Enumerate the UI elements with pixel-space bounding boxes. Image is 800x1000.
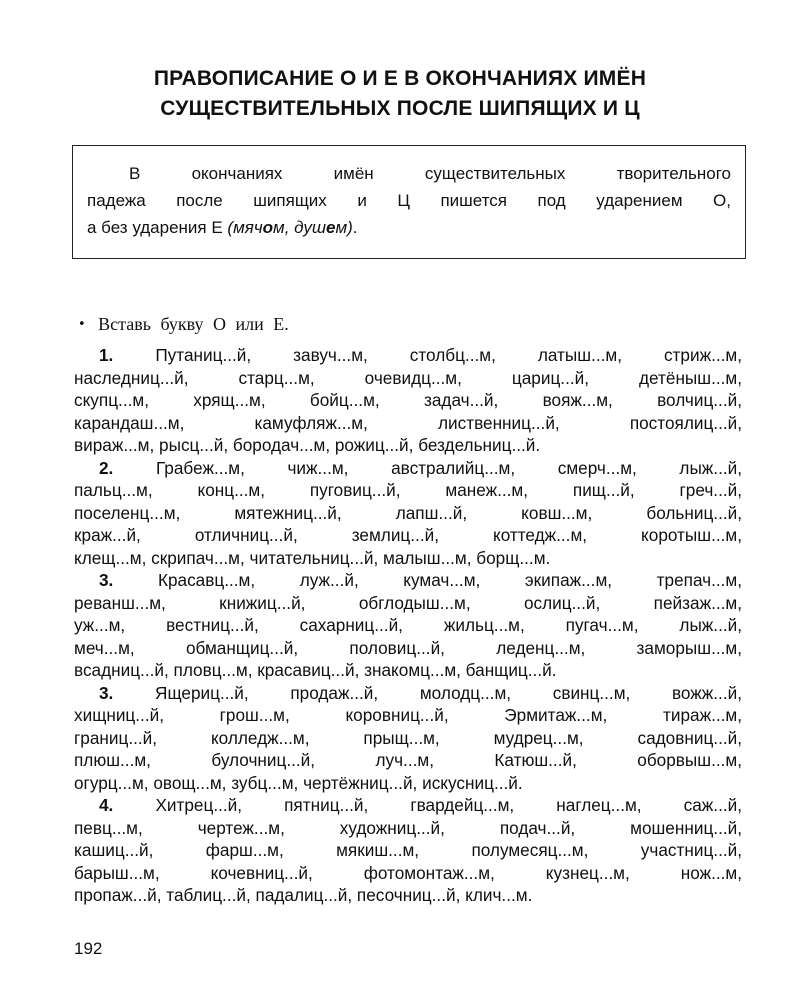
paren-open: (: [227, 218, 234, 237]
exercise-text: меч...м, обманщиц...й, половиц...й, леденц...м, заморыш...м,: [74, 637, 742, 658]
exercise-number: 3.: [99, 570, 114, 590]
title-line-1: ПРАВОПИСАНИЕ О И Е В ОКОНЧАНИЯХ ИМЁН: [153, 67, 647, 90]
exercise-text: Ящериц...й, продаж...й, молодц...м, свинц...м, вожж...й,: [155, 682, 742, 703]
exercise-number: 1.: [99, 345, 114, 365]
exercise-1-line: [74, 388, 742, 412]
example-separator: ,: [284, 218, 295, 237]
exercise-text: поселенц...м, мятежниц...й, лапш...й, ковш...м, больниц...й,: [74, 502, 742, 523]
rule-examples: [227, 218, 352, 237]
exercise-3-line: [74, 636, 742, 660]
exercise-text: хищниц...й, грош...м, коровниц...й, Эрмитаж...м, тираж...м,: [74, 705, 742, 725]
rule-box: [72, 145, 746, 259]
exercise-text: Путаниц...й, завуч...м, столбц...м, латыш...м, стриж...м,: [155, 345, 742, 365]
exercise-text: клещ...м, скрипач...м, читательниц...й, малыш...м, борщ...м.: [74, 547, 551, 568]
exercise-text: границ...й, колледж...м, прыщ...м, мудрец...м, садовниц...й,: [74, 727, 742, 748]
exercise-text: уж...м, вестниц...й, сахарниц...й, жильц...м, пугач...м, лыж...й,: [74, 615, 742, 635]
rule-line-1: В окончаниях имён существительных творительного: [129, 164, 731, 183]
exercise-text: огурц...м, овощ...м, зубц...м, чертёжниц...й, искусниц...й.: [74, 772, 523, 793]
exercise-4-line: [99, 681, 742, 705]
exercise-text: карандаш...м, камуфляж...м, лиственниц...й, постоялиц...й,: [74, 412, 742, 433]
rule-line-2: падежа после шипящих и Ц пишется под ударением О,: [87, 191, 731, 210]
exercise-4-line: [74, 726, 742, 750]
exercise-1-line: [74, 366, 742, 390]
exercise-text: всадниц...й, пловц...м, красавиц...й, знакомц...м, банщиц...й.: [74, 660, 557, 680]
rule-line-3-dot: .: [352, 218, 358, 237]
exercise-4-line: [74, 771, 742, 795]
example-2-stem: душ: [294, 218, 326, 237]
exercise-3-line: [74, 591, 742, 615]
exercise-number: 4.: [99, 795, 114, 815]
exercise-5-line: [74, 883, 742, 907]
instruction: [78, 313, 289, 338]
exercise-1-line: [74, 433, 742, 457]
exercise-2-line: [99, 456, 742, 480]
exercise-2-line: [74, 478, 742, 502]
example-1-ending: м: [273, 218, 285, 237]
exercise-text: барыш...м, кочевниц...й, фотомонтаж...м, кузнец...м, нож...м,: [74, 862, 742, 883]
instruction-text: Вставь букву О или Е.: [98, 314, 289, 334]
exercise-text: наследниц...й, старц...м, очевидц...м, цариц...й, детёныш...м,: [74, 367, 742, 388]
exercise-3-line: [74, 613, 742, 637]
exercise-4-line: [74, 703, 742, 727]
example-2-vowel: е: [325, 218, 336, 237]
exercise-text: плюш...м, булочниц...й, луч...м, Катюш...й, оборвыш...м,: [74, 750, 742, 770]
exercise-text: краж...й, отличниц...й, землиц...й, коттедж...м, коротыш...м,: [74, 525, 742, 545]
page-number: 192: [74, 939, 103, 958]
example-1-stem: мяч: [233, 218, 263, 237]
exercise-5-line: [74, 838, 742, 862]
example-1-vowel: о: [262, 218, 274, 237]
exercise-5-line: [74, 816, 742, 840]
exercise-text: реванш...м, книжиц...й, обглодыш...м, ослиц...й, пейзаж...м,: [74, 592, 742, 613]
exercise-2-line: [74, 546, 742, 570]
exercise-1-line: [74, 411, 742, 435]
exercise-2-line: [74, 501, 742, 525]
exercise-text: скупц...м, хрящ...м, бойц...м, задач...й, вояж...м, волчиц...й,: [74, 390, 742, 410]
exercise-3-line: [74, 658, 742, 682]
exercise-text: Грабеж...м, чиж...м, австралийц...м, смерч...м, лыж...й,: [155, 457, 742, 478]
exercise-number: 3.: [99, 682, 114, 703]
exercise-text: певц...м, чертеж...м, художниц...й, подач...й, мошенниц...й,: [74, 817, 742, 838]
rule-line-3-text: а без ударения Е: [87, 218, 228, 237]
exercise-text: вираж...м, рысц...й, бородач...м, рожиц...й, бездельниц...й.: [74, 435, 541, 455]
exercise-2-line: [74, 523, 742, 547]
exercise-text: пальц...м, конц...м, пуговиц...й, манеж...м, пищ...й, греч...й,: [74, 480, 742, 500]
title-line-2: СУЩЕСТВИТЕЛЬНЫХ ПОСЛЕ ШИПЯЩИХ И Ц: [160, 97, 640, 120]
bullet-icon: •: [78, 317, 86, 332]
exercise-5-line: [74, 861, 742, 885]
exercise-text: пропаж...й, таблиц...й, падалиц...й, песочниц...й, клич...м.: [74, 885, 533, 905]
exercise-text: кашиц...й, фарш...м, мякиш...м, полумесяц...м, участниц...й,: [74, 840, 742, 860]
exercise-5-line: [99, 793, 742, 817]
page-title: [0, 64, 800, 124]
exercise-4-line: [74, 748, 742, 772]
exercise-text: Хитрец...й, пятниц...й, гвардейц...м, наглец...м, саж...й,: [155, 795, 742, 815]
paren-close: ): [347, 218, 353, 237]
exercise-3-line: [99, 568, 742, 592]
exercise-number: 2.: [99, 457, 114, 478]
exercise-text: Красавц...м, луж...й, кумач...м, экипаж...м, трепач...м,: [157, 570, 742, 590]
rule-line-3: [87, 216, 731, 240]
example-2-ending: м: [335, 218, 348, 237]
exercise-1-line: [99, 343, 742, 367]
